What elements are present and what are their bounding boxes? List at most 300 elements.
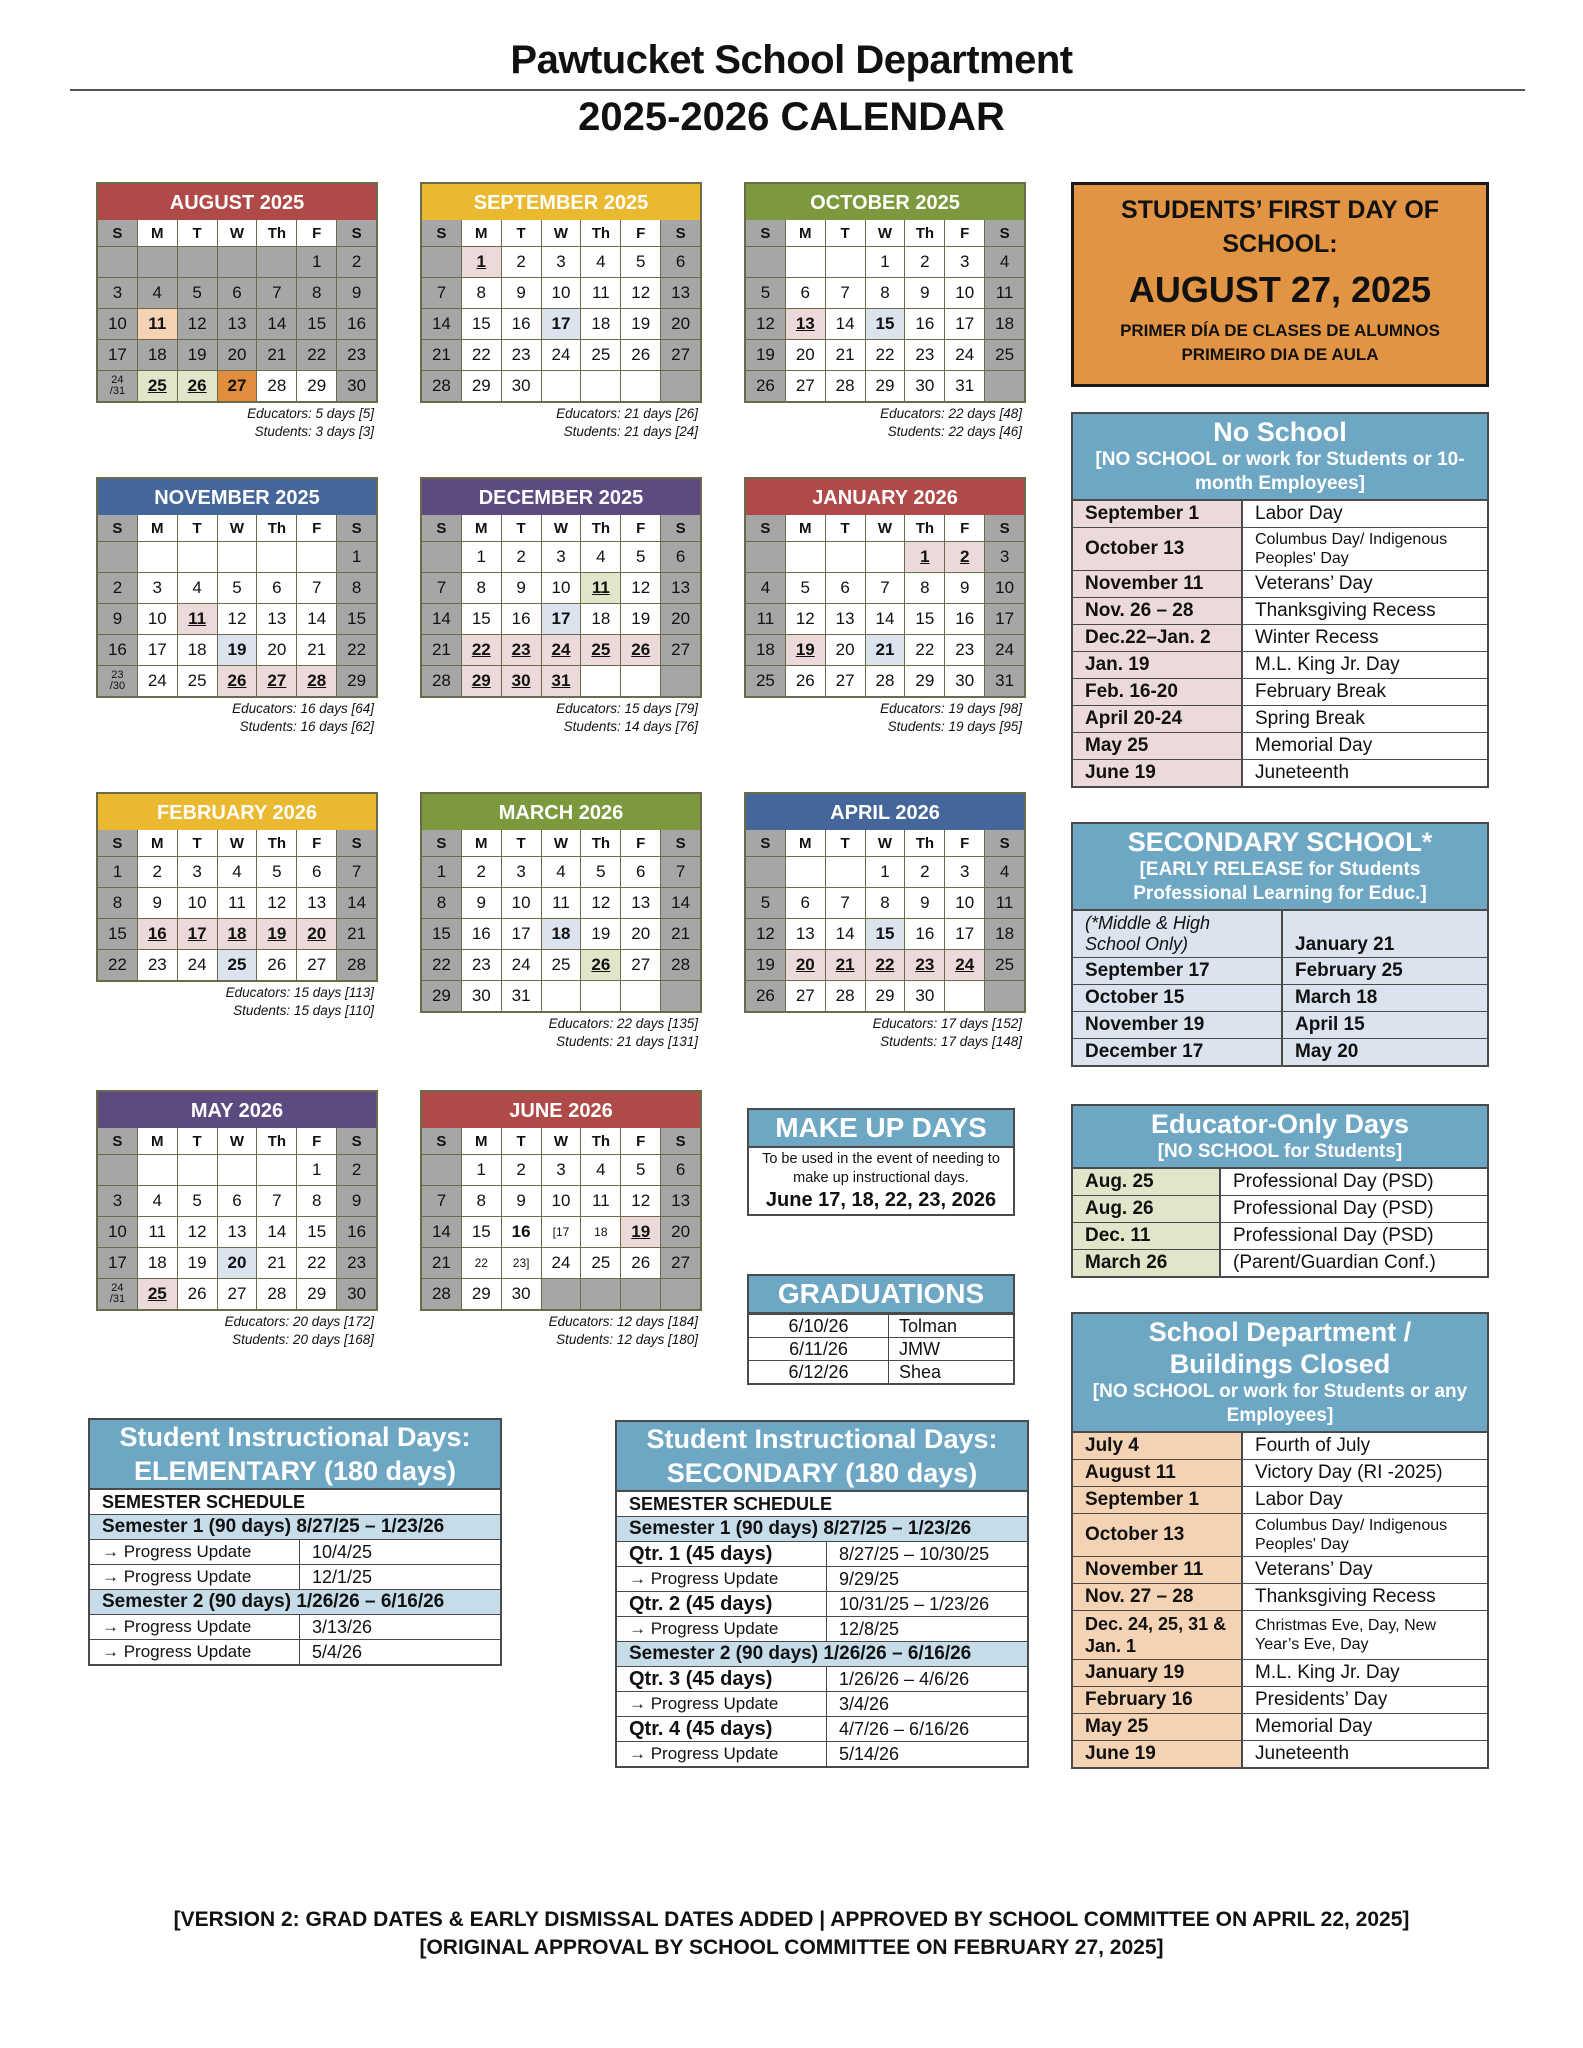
day-counts (96, 1313, 378, 1349)
educator-days-count: Educators: 17 days [152] (872, 1016, 1022, 1031)
row-value: 5/4/26 (312, 1642, 363, 1662)
day-cell: 3 (542, 247, 581, 277)
weekday-header: S (661, 515, 700, 541)
day-cell: 2 (502, 542, 541, 572)
day-number: /30 (109, 680, 126, 692)
day-cell: 25 (178, 666, 217, 696)
table-row (1073, 1611, 1487, 1660)
weekday-header: T (178, 515, 217, 541)
month-grid (744, 830, 1026, 1013)
empty-cell (422, 1155, 461, 1185)
day-cell: 14 (297, 604, 336, 634)
makeup-days-box (747, 1108, 1015, 1216)
graduation-date: 6/11/26 (749, 1338, 889, 1360)
day-cell: 1 (337, 542, 376, 572)
row-event: Thanksgiving Recess (1255, 600, 1436, 621)
day-cell: 8 (297, 278, 336, 308)
day-cell: 4 (218, 857, 257, 887)
weekday-header: T (502, 1128, 541, 1154)
day-cell: 5 (746, 888, 785, 918)
month-title: DECEMBER 2025 (420, 477, 702, 515)
weekday-header: S (98, 830, 137, 856)
day-cell: 18 (581, 309, 620, 339)
row-date: Feb. 16-20 (1073, 679, 1243, 705)
weekday-header: W (218, 515, 257, 541)
secondary-schedule-label: SEMESTER SCHEDULE (629, 1494, 833, 1514)
month-title: OCTOBER 2025 (744, 182, 1026, 220)
row-date: April 20-24 (1073, 706, 1243, 732)
day-cell: 7 (337, 857, 376, 887)
month-grid (744, 220, 1026, 403)
day-cell: 14 (422, 604, 461, 634)
day-cell: 17 (138, 635, 177, 665)
day-cell: 18 (138, 340, 177, 370)
day-cell: 25 (218, 950, 257, 980)
day-cell: 4 (581, 1155, 620, 1185)
weekday-header: S (422, 1128, 461, 1154)
day-cell: 6 (257, 573, 296, 603)
row-label: → Progress Update (90, 1615, 300, 1639)
progress-update-row (617, 1616, 1027, 1641)
empty-cell (297, 542, 336, 572)
weekday-header: W (542, 515, 581, 541)
row-event: Memorial Day (1255, 735, 1373, 756)
day-cell: 25 (581, 635, 620, 665)
empty-cell (218, 542, 257, 572)
day-cell: 7 (297, 573, 336, 603)
day-cell: 28 (826, 981, 865, 1011)
day-cell: 19 (621, 309, 660, 339)
empty-cell (542, 1279, 581, 1309)
day-cell: 29 (337, 666, 376, 696)
page-title: Pawtucket School Department (510, 38, 1073, 82)
semester-row: Semester 2 (90 days) 1/26/26 – 6/16/26 (617, 1641, 1027, 1666)
day-cell: 8 (98, 888, 137, 918)
weekday-header: F (945, 830, 984, 856)
footer-original-approval: [ORIGINAL APPROVAL BY SCHOOL COMMITTEE ON FEBRUARY 27, 2025] (419, 1936, 1164, 1959)
day-cell: 1 (866, 247, 905, 277)
student-days-count: Students: 16 days [62] (239, 719, 374, 734)
table-row (1073, 1557, 1487, 1584)
month-june (420, 1090, 702, 1349)
day-cell: 8 (297, 1186, 336, 1216)
day-cell: 19 (581, 919, 620, 949)
row-label: → Progress Update (617, 1692, 827, 1716)
weekday-header: S (337, 515, 376, 541)
month-may (96, 1090, 378, 1349)
secondary-header (1073, 824, 1487, 911)
educator-days-count: Educators: 16 days [64] (232, 701, 374, 716)
day-cell: 15 (337, 604, 376, 634)
empty-cell (826, 857, 865, 887)
day-cell: 10 (98, 309, 137, 339)
day-cell: 5 (621, 542, 660, 572)
day-cell: 13 (297, 888, 336, 918)
table-row (1073, 1169, 1487, 1196)
day-cell: 10 (542, 278, 581, 308)
row-date: September 1 (1073, 1487, 1243, 1513)
day-cell: 23 (905, 950, 944, 980)
weekday-header: S (422, 515, 461, 541)
empty-cell (138, 1155, 177, 1185)
empty-cell (826, 247, 865, 277)
month-grid (420, 830, 702, 1013)
empty-cell (257, 542, 296, 572)
progress-update-row (90, 1539, 500, 1564)
day-cell: 24 (502, 950, 541, 980)
day-cell: 16 (502, 1217, 541, 1247)
day-cell: 12 (178, 1217, 217, 1247)
day-cell: 4 (985, 857, 1024, 887)
day-cell: 8 (337, 573, 376, 603)
table-row (1073, 571, 1487, 598)
day-cell: 17 (945, 919, 984, 949)
day-cell: 6 (661, 542, 700, 572)
day-cell: 18 (581, 1217, 620, 1247)
day-cell: 26 (786, 666, 825, 696)
row-event: Christmas Eve, Day, New Year’s Eve, Day (1255, 1617, 1437, 1653)
weekday-header: T (502, 515, 541, 541)
weekday-header: M (462, 515, 501, 541)
day-cell: 28 (422, 666, 461, 696)
secondary-early-release-panel (1071, 822, 1489, 1067)
day-cell: 3 (985, 542, 1024, 572)
day-cell: 9 (502, 1186, 541, 1216)
table-row (1073, 679, 1487, 706)
educator-only-panel (1071, 1104, 1489, 1278)
day-cell: 26 (746, 981, 785, 1011)
day-cell: 2 (98, 573, 137, 603)
row-date: October 13 (1073, 528, 1243, 570)
day-cell: 9 (337, 278, 376, 308)
day-cell: 12 (178, 309, 217, 339)
early-release-date-left: November 19 (1073, 1012, 1283, 1038)
day-counts (96, 700, 378, 736)
day-cell: 11 (542, 888, 581, 918)
day-cell: 1 (297, 247, 336, 277)
weekday-header: S (746, 830, 785, 856)
table-row (1073, 958, 1487, 985)
weekday-header: F (297, 1128, 336, 1154)
day-cell: 7 (422, 573, 461, 603)
quarter-row (617, 1591, 1027, 1616)
weekday-header: F (945, 220, 984, 246)
day-cell: 3 (178, 857, 217, 887)
table-row (1073, 1714, 1487, 1741)
day-cell: 9 (138, 888, 177, 918)
month-november (96, 477, 378, 736)
table-row (1073, 1196, 1487, 1223)
row-event: Victory Day (RI -2025) (1255, 1462, 1443, 1483)
day-cell: 21 (826, 340, 865, 370)
empty-cell (581, 981, 620, 1011)
day-cell: 22 (337, 635, 376, 665)
row-value: 10/4/25 (312, 1542, 373, 1562)
weekday-header: F (621, 830, 660, 856)
weekday-header: W (218, 830, 257, 856)
day-cell: 27 (826, 666, 865, 696)
row-event: Juneteenth (1255, 762, 1350, 783)
day-cell: 2 (905, 247, 944, 277)
empty-cell (542, 981, 581, 1011)
day-cell: 14 (337, 888, 376, 918)
empty-cell (661, 1279, 700, 1309)
empty-cell (581, 1279, 620, 1309)
student-days-count: Students: 12 days [180] (556, 1332, 698, 1347)
day-cell: 17 (502, 919, 541, 949)
weekday-header: Th (905, 515, 944, 541)
row-label: Qtr. 1 (45 days) (617, 1542, 827, 1566)
day-cell: 4 (746, 573, 785, 603)
weekday-header: S (422, 830, 461, 856)
month-grid (96, 220, 378, 403)
row-value: 4/7/26 – 6/16/26 (839, 1719, 970, 1739)
empty-cell (138, 542, 177, 572)
day-cell: 15 (462, 309, 501, 339)
day-cell: 12 (581, 888, 620, 918)
elementary-title-1: Student Instructional Days: (119, 1422, 471, 1452)
day-cell: 3 (98, 1186, 137, 1216)
title-divider (70, 89, 1525, 91)
weekday-header: T (826, 220, 865, 246)
day-cell: 12 (786, 604, 825, 634)
day-cell: 10 (542, 1186, 581, 1216)
day-cell: 8 (422, 888, 461, 918)
day-cell: 12 (621, 1186, 660, 1216)
day-cell: 10 (542, 573, 581, 603)
table-row (1073, 1223, 1487, 1250)
day-cell: 14 (257, 309, 296, 339)
row-event: Veterans’ Day (1255, 573, 1373, 594)
day-cell: 29 (866, 981, 905, 1011)
empty-cell (257, 247, 296, 277)
day-cell: 20 (826, 635, 865, 665)
month-grid (744, 515, 1026, 698)
student-days-count: Students: 15 days [110] (233, 1003, 374, 1018)
day-cell: 13 (661, 278, 700, 308)
day-cell: 15 (98, 919, 137, 949)
day-cell: 1 (462, 542, 501, 572)
day-cell: 20 (661, 309, 700, 339)
day-cell: 24 (985, 635, 1024, 665)
day-cell: 28 (826, 371, 865, 401)
day-cell: 5 (178, 278, 217, 308)
day-cell: 30 (905, 371, 944, 401)
empty-cell (621, 981, 660, 1011)
early-release-date-left: December 17 (1073, 1039, 1283, 1065)
day-cell: 7 (257, 1186, 296, 1216)
educator-only-header (1073, 1106, 1487, 1169)
weekday-header: Th (905, 220, 944, 246)
day-cell: 18 (178, 635, 217, 665)
progress-update-row (90, 1614, 500, 1639)
day-cell: 13 (661, 1186, 700, 1216)
table-row (1073, 1584, 1487, 1611)
row-date: February 16 (1073, 1687, 1243, 1713)
day-cell: 19 (621, 1217, 660, 1247)
month-title: MARCH 2026 (420, 792, 702, 830)
day-counts (744, 1015, 1026, 1051)
day-counts (420, 1015, 702, 1051)
day-cell: 13 (786, 919, 825, 949)
month-title: SEPTEMBER 2025 (420, 182, 702, 220)
day-cell: 17 (542, 604, 581, 634)
graduations-title: GRADUATIONS (777, 1278, 985, 1309)
graduations-rows (749, 1314, 1013, 1383)
weekday-header: S (98, 515, 137, 541)
day-cell: 26 (621, 635, 660, 665)
day-cell: 5 (218, 573, 257, 603)
student-days-count: Students: 14 days [76] (563, 719, 698, 734)
table-row (1073, 1250, 1487, 1276)
row-value: 8/27/25 – 10/30/25 (839, 1544, 990, 1564)
day-cell: 11 (985, 278, 1024, 308)
day-cell: 20 (218, 340, 257, 370)
day-counts (96, 984, 378, 1020)
empty-cell (661, 981, 700, 1011)
student-days-count: Students: 21 days [24] (563, 424, 698, 439)
day-number: 23 (111, 669, 124, 681)
secondary-note: (*Middle & High School Only) (1073, 911, 1283, 957)
day-cell: 13 (661, 573, 700, 603)
day-cell: 19 (786, 635, 825, 665)
day-cell: 7 (866, 573, 905, 603)
day-cell: 13 (826, 604, 865, 634)
table-row (1073, 1433, 1487, 1460)
weekday-header: Th (257, 515, 296, 541)
day-cell: 20 (661, 1217, 700, 1247)
weekday-header: S (337, 1128, 376, 1154)
day-cell: 21 (661, 919, 700, 949)
empty-cell (746, 857, 785, 887)
empty-cell (178, 542, 217, 572)
weekday-header: Th (581, 515, 620, 541)
row-label: Qtr. 3 (45 days) (617, 1667, 827, 1691)
no-school-panel (1071, 412, 1489, 788)
day-cell: 10 (98, 1217, 137, 1247)
weekday-header: W (866, 220, 905, 246)
empty-cell (786, 542, 825, 572)
educator-days-count: Educators: 15 days [113] (225, 985, 374, 1000)
day-cell: 23] (502, 1248, 541, 1278)
day-cell: 7 (257, 278, 296, 308)
weekday-header: S (422, 220, 461, 246)
educator-days-count: Educators: 22 days [135] (548, 1016, 698, 1031)
day-cell: 1 (422, 857, 461, 887)
day-cell: 26 (581, 950, 620, 980)
day-cell: 29 (462, 1279, 501, 1309)
makeup-days-text: To be used in the event of needing to make up instructional days. (762, 1151, 1000, 1186)
day-cell: 19 (178, 1248, 217, 1278)
weekday-header: S (746, 220, 785, 246)
weekday-header: T (826, 830, 865, 856)
day-cell: 20 (218, 1248, 257, 1278)
row-event: (Parent/Guardian Conf.) (1233, 1252, 1436, 1273)
day-cell: 23 (502, 340, 541, 370)
day-cell: 10 (945, 278, 984, 308)
day-cell: 16 (905, 919, 944, 949)
row-date: Jan. 19 (1073, 652, 1243, 678)
day-cell: 21 (257, 1248, 296, 1278)
day-cell: 1 (297, 1155, 336, 1185)
day-cell: 19 (621, 604, 660, 634)
day-cell: 24 (178, 950, 217, 980)
day-cell: 25 (985, 340, 1024, 370)
day-cell: 7 (422, 278, 461, 308)
month-grid (96, 515, 378, 698)
secondary-rows (1073, 911, 1487, 1065)
day-cell: 2 (502, 247, 541, 277)
student-days-count: Students: 19 days [95] (887, 719, 1022, 734)
row-date: October 13 (1073, 1514, 1243, 1556)
day-cell: 6 (786, 278, 825, 308)
day-cell: 13 (218, 309, 257, 339)
day-cell: 19 (178, 340, 217, 370)
day-cell: 2 (905, 857, 944, 887)
day-cell: 25 (138, 371, 177, 401)
day-cell: 15 (297, 1217, 336, 1247)
row-date: Nov. 26 – 28 (1073, 598, 1243, 624)
weekday-header: M (786, 830, 825, 856)
empty-cell (621, 666, 660, 696)
day-cell: 30 (337, 371, 376, 401)
day-cell: 24 (542, 635, 581, 665)
day-cell: 18 (985, 919, 1024, 949)
row-label: → Progress Update (617, 1617, 827, 1641)
day-cell: 8 (462, 573, 501, 603)
empty-cell (138, 247, 177, 277)
day-cell: 8 (462, 1186, 501, 1216)
empty-cell (746, 247, 785, 277)
buildings-closed-rows (1073, 1433, 1487, 1767)
day-cell: 14 (661, 888, 700, 918)
day-cell: 27 (786, 981, 825, 1011)
day-cell: 31 (985, 666, 1024, 696)
day-cell: 15 (462, 604, 501, 634)
day-cell: 21 (297, 635, 336, 665)
day-cell: 4 (581, 247, 620, 277)
row-event: Columbus Day/ Indigenous Peoples' Day (1255, 531, 1448, 567)
day-cell: 13 (786, 309, 825, 339)
first-day-banner (1071, 182, 1489, 387)
day-cell: 11 (581, 1186, 620, 1216)
day-cell: 4 (138, 278, 177, 308)
row-date: September 1 (1073, 501, 1243, 527)
weekday-header: M (462, 830, 501, 856)
day-cell: 14 (422, 309, 461, 339)
day-cell: 27 (218, 371, 257, 401)
month-february (96, 792, 378, 1020)
weekday-header: F (297, 220, 336, 246)
empty-cell (218, 1155, 257, 1185)
weekday-header: F (297, 515, 336, 541)
month-title: NOVEMBER 2025 (96, 477, 378, 515)
student-days-count: Students: 17 days [148] (880, 1034, 1022, 1049)
day-cell: 27 (218, 1279, 257, 1309)
no-school-header (1073, 414, 1487, 501)
day-cell: 7 (661, 857, 700, 887)
row-date: Nov. 27 – 28 (1073, 1584, 1243, 1610)
day-cell: 25 (581, 340, 620, 370)
makeup-days-header (749, 1110, 1013, 1148)
empty-cell (786, 857, 825, 887)
early-release-date-right: March 18 (1295, 987, 1378, 1008)
day-cell: 21 (866, 635, 905, 665)
table-row (1073, 1039, 1487, 1065)
graduation-row (749, 1314, 1013, 1337)
day-cell: 10 (138, 604, 177, 634)
row-date: May 25 (1073, 1714, 1243, 1740)
